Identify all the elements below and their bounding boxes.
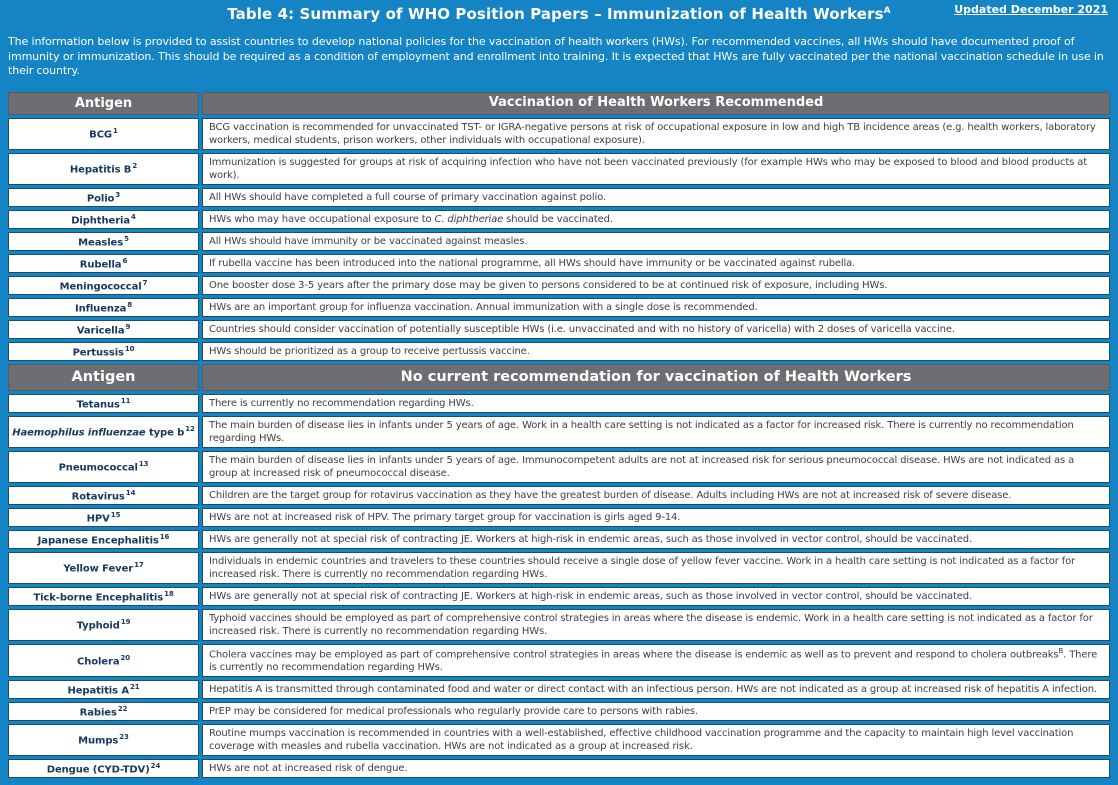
antigen-cell xyxy=(8,724,199,756)
antigen-footnote-number: 7 xyxy=(142,278,148,287)
antigen-footnote-number: 2 xyxy=(132,162,138,171)
description-text: All HWs should have completed a full course of primary vaccination against polio. xyxy=(209,191,606,203)
antigen-text: Rabies xyxy=(79,707,117,719)
antigen-footnote-number: 6 xyxy=(122,256,128,265)
antigen-label xyxy=(12,425,195,438)
table-row xyxy=(8,530,1110,549)
antigen-footnote-number: 21 xyxy=(130,682,140,691)
antigen-footnote-number: 5 xyxy=(124,234,129,243)
antigen-label xyxy=(72,489,136,502)
antigen-label xyxy=(80,705,128,718)
description-cell xyxy=(202,298,1110,317)
antigen-label xyxy=(75,301,132,314)
antigen-cell xyxy=(8,609,199,641)
description-cell xyxy=(202,724,1110,756)
description-text-wrap xyxy=(209,612,1103,638)
description-cell xyxy=(202,276,1110,295)
description-text: HWs who may have occupational exposure to xyxy=(209,213,435,225)
page-title-text: Table 4: Summary of WHO Position Papers – Immunization of Health Workers xyxy=(227,5,884,23)
antigen-text: Typhoid xyxy=(76,620,120,632)
description-cell xyxy=(202,254,1110,273)
antigen-footnote-number: 13 xyxy=(138,460,149,469)
antigen-label xyxy=(70,162,137,175)
antigen-cell xyxy=(8,508,199,527)
description-text: HWs are not at increased risk of HPV. The primary target group for vaccination is girls aged 9-14. xyxy=(209,511,681,523)
antigen-text: Influenza xyxy=(74,302,127,314)
description-text-wrap xyxy=(209,279,887,292)
antigen-text: Japanese Encephalitis xyxy=(37,534,159,546)
description-text-wrap xyxy=(209,533,972,546)
antigen-text: type b xyxy=(145,427,185,439)
intro-paragraph: The information below is provided to assist countries to develop national policies for the vaccination of health workers (HWs). For recommended vaccines, all HWs should have documented proof of immunity or immunization. This should be required as a condition of employment and enrollment into training. It is expected that HWs are fully vaccinated per the national vaccination schedule in use in their country. xyxy=(8,35,1104,78)
antigen-text: Varicella xyxy=(76,324,125,336)
description-cell xyxy=(202,508,1110,527)
antigen-footnote-number: 4 xyxy=(131,212,136,221)
description-cell xyxy=(202,759,1110,778)
description-cell xyxy=(202,210,1110,229)
description-text-wrap xyxy=(209,323,955,336)
description-text-wrap xyxy=(209,555,1103,581)
antigen-label xyxy=(73,345,135,358)
description-header-cell: Vaccination of Health Workers Recommended xyxy=(202,92,1110,115)
antigen-text: Pneumococcal xyxy=(58,462,138,474)
description-text: Countries should consider vaccination of potentially susceptible HWs (i.e. unvaccinated and with no history of varicella) with 2 doses of varicella vaccine. xyxy=(209,323,955,335)
description-text-wrap xyxy=(209,345,530,358)
description-text: There is currently no recommendation regarding HWs. xyxy=(209,397,474,409)
antigen-footnote-number: 22 xyxy=(117,704,128,713)
antigen-cell xyxy=(8,188,199,207)
description-text: . There is currently no recommendation regarding HWs. xyxy=(209,649,1098,674)
antigen-footnote-number: 15 xyxy=(110,510,121,519)
description-text: One booster dose 3-5 years after the primary dose may be given to persons considered to be at continued risk of exposure, including HWs. xyxy=(209,279,888,291)
description-text-wrap xyxy=(209,213,613,226)
updated-date-label: Updated December 2021 xyxy=(954,3,1108,16)
description-cell xyxy=(202,644,1110,677)
table-row xyxy=(8,232,1110,251)
antigen-label xyxy=(59,460,149,473)
description-text-wrap xyxy=(209,257,855,270)
description-text: The main burden of disease lies in infants under 5 years of age. Immunocompetent adults are not at increased risk for serious pneumococcal disease. HWs are not indicated as a group at increased risk of pneumococcal disease. xyxy=(209,454,1075,479)
table-row xyxy=(8,644,1110,677)
antigen-footnote-number: 11 xyxy=(120,396,131,405)
table-row xyxy=(8,552,1110,584)
table-row xyxy=(8,298,1110,317)
description-text-wrap xyxy=(209,705,698,718)
page-title-superscript: A xyxy=(883,6,891,16)
antigen-label xyxy=(47,762,160,775)
description-text: Routine mumps vaccination is recommended in countries with a well-established, effective childhood vaccination programme and the capacity to maintain high level vaccination coverage with measles and rubella vaccination. HWs are not indicated as a group at increased risk. xyxy=(209,728,1074,753)
antigen-cell xyxy=(8,210,199,229)
description-text-wrap xyxy=(209,762,407,775)
antigen-cell xyxy=(8,254,199,273)
antigen-text: Measles xyxy=(78,236,124,248)
antigen-text: Diphtheria xyxy=(71,214,130,226)
description-text-wrap xyxy=(209,397,474,410)
antigen-label xyxy=(77,397,131,410)
table-row xyxy=(8,153,1110,185)
description-header-cell: No current recommendation for vaccination of Health Workers xyxy=(202,364,1110,391)
section-header-row xyxy=(8,364,1110,391)
antigen-footnote-number: 8 xyxy=(127,300,133,309)
antigen-label xyxy=(78,733,129,746)
description-cell xyxy=(202,118,1110,150)
description-cell xyxy=(202,702,1110,721)
description-text-wrap xyxy=(209,121,1103,147)
antigen-text: Rotavirus xyxy=(71,490,125,502)
antigen-cell xyxy=(8,118,199,150)
table-row xyxy=(8,702,1110,721)
section-header-row xyxy=(8,92,1110,115)
antigen-cell xyxy=(8,552,199,584)
description-cell xyxy=(202,552,1110,584)
document-header xyxy=(0,0,1118,23)
description-cell xyxy=(202,416,1110,448)
table-row xyxy=(8,254,1110,273)
description-text-wrap xyxy=(209,647,1103,674)
description-text: If rubella vaccine has been introduced into the national programme, all HWs should have immunity or be vaccinated against rubella. xyxy=(209,257,856,269)
description-text: Individuals in endemic countries and travelers to these countries should receive a single dose of yellow fever vaccine. Work in a health care setting is not indicated as a factor for increased risk. There is currently no recommendation regarding HWs. xyxy=(209,555,1076,580)
antigen-footnote-number: 12 xyxy=(185,425,195,434)
antigen-label xyxy=(77,323,131,336)
antigen-text: Hepatitis B xyxy=(69,164,132,176)
description-cell xyxy=(202,486,1110,505)
table-row xyxy=(8,587,1110,606)
antigen-cell xyxy=(8,298,199,317)
description-cell xyxy=(202,153,1110,185)
description-text-wrap xyxy=(209,683,1097,696)
antigen-label xyxy=(38,533,170,546)
description-text: C. diphtheriae xyxy=(434,213,504,225)
description-cell xyxy=(202,342,1110,361)
antigen-header-cell: Antigen xyxy=(8,92,199,115)
antigen-label xyxy=(78,235,129,248)
antigen-text: Rubella xyxy=(79,258,122,270)
antigen-footnote-number: 19 xyxy=(120,618,131,627)
antigen-text: Cholera xyxy=(76,656,120,668)
description-cell xyxy=(202,587,1110,606)
description-cell xyxy=(202,320,1110,339)
description-text-wrap xyxy=(209,156,1103,182)
description-text: HWs are generally not at special risk of contracting JE. Workers at high-risk in endemic areas, such as those involved in vector control, should be vaccinated. xyxy=(209,590,973,602)
antigen-cell xyxy=(8,153,199,185)
antigen-cell xyxy=(8,232,199,251)
table-row xyxy=(8,118,1110,150)
antigen-label xyxy=(77,654,130,667)
antigen-label xyxy=(87,191,120,204)
description-text-wrap xyxy=(209,419,1103,445)
antigen-text: Haemophilus influenzae xyxy=(12,427,146,439)
antigen-label xyxy=(80,257,127,270)
description-superscript: B xyxy=(1058,646,1064,655)
description-cell xyxy=(202,451,1110,483)
description-cell xyxy=(202,394,1110,413)
description-text: HWs should be prioritized as a group to receive pertussis vaccine. xyxy=(209,345,530,357)
antigen-footnote-number: 20 xyxy=(120,653,131,662)
antigen-text: HPV xyxy=(86,512,110,524)
antigen-cell xyxy=(8,530,199,549)
antigen-cell xyxy=(8,394,199,413)
antigen-footnote-number: 18 xyxy=(164,589,174,598)
description-text: HWs are generally not at special risk of contracting JE. Workers at high-risk in endemic areas, such as those involved in vector control, should be vaccinated. xyxy=(209,533,973,545)
antigen-footnote-number: 14 xyxy=(125,488,136,497)
antigen-cell xyxy=(8,702,199,721)
description-text-wrap xyxy=(209,489,1011,502)
table-row xyxy=(8,342,1110,361)
description-text: HWs are not at increased risk of dengue. xyxy=(209,763,408,775)
antigen-text: Polio xyxy=(86,192,115,204)
table-row xyxy=(8,320,1110,339)
antigen-footnote-number: 1 xyxy=(113,127,118,136)
description-cell xyxy=(202,188,1110,207)
description-text: BCG vaccination is recommended for unvaccinated TST- or IGRA-negative persons at risk of occupational exposure in low and high TB incidence areas (e.g. health workers, laboratory workers, medical students, prison workers, other individuals with occupational exposure). xyxy=(209,121,1096,146)
description-text-wrap xyxy=(209,727,1103,753)
antigen-footnote-number: 17 xyxy=(134,561,144,570)
description-cell xyxy=(202,232,1110,251)
antigen-cell xyxy=(8,416,199,448)
antigen-cell xyxy=(8,644,199,677)
antigen-label xyxy=(60,279,148,292)
description-text-wrap xyxy=(209,511,680,524)
table-row xyxy=(8,508,1110,527)
antigen-text: Pertussis xyxy=(72,346,124,358)
antigen-header-cell: Antigen xyxy=(8,364,199,391)
table-row xyxy=(8,451,1110,483)
antigen-cell xyxy=(8,680,199,699)
description-cell xyxy=(202,680,1110,699)
antigen-cell xyxy=(8,759,199,778)
description-text-wrap xyxy=(209,301,758,314)
table-row xyxy=(8,724,1110,756)
description-text: Typhoid vaccines should be employed as part of comprehensive control strategies in areas where the disease is endemic. Work in a health care setting is not indicated as a factor for increased risk. There is currently no recommendation regarding HWs. xyxy=(209,612,1093,637)
description-text: Hepatitis A is transmitted through contaminated food and water or direct contact with an infectious person. HWs are not indicated as a group at increased risk of hepatitis A infection. xyxy=(209,684,1097,696)
antigen-footnote-number: 10 xyxy=(124,344,135,353)
description-text: PrEP may be considered for medical professionals who regularly provide care to persons with rabies. xyxy=(209,706,699,718)
who-position-papers-table xyxy=(8,92,1110,778)
antigen-cell xyxy=(8,276,199,295)
description-text-wrap xyxy=(209,235,527,248)
antigen-text: Yellow Fever xyxy=(63,563,134,575)
table-row xyxy=(8,486,1110,505)
antigen-label xyxy=(63,561,143,574)
antigen-cell xyxy=(8,320,199,339)
antigen-text: Tick-borne Encephalitis xyxy=(33,591,164,603)
antigen-cell xyxy=(8,451,199,483)
table-row xyxy=(8,276,1110,295)
antigen-footnote-number: 9 xyxy=(125,322,131,331)
antigen-label xyxy=(89,127,118,140)
table-row xyxy=(8,609,1110,641)
antigen-label xyxy=(77,618,131,631)
description-text: HWs are an important group for influenza vaccination. Annual immunization with a single dose is recommended. xyxy=(209,301,758,313)
table-row xyxy=(8,210,1110,229)
antigen-text: Tetanus xyxy=(76,398,120,410)
antigen-label xyxy=(67,683,139,696)
description-text: The main burden of disease lies in infants under 5 years of age. Work in a health care setting is not indicated as a factor for increased risk. There is currently no recommendation regarding HWs. xyxy=(209,419,1074,444)
antigen-footnote-number: 24 xyxy=(150,761,161,770)
antigen-cell xyxy=(8,342,199,361)
antigen-footnote-number: 16 xyxy=(159,532,170,541)
description-text: Children are the target group for rotavirus vaccination as they have the greatest burden of disease. Adults including HWs are not at increased risk of severe disease. xyxy=(209,489,1012,501)
antigen-text: BCG xyxy=(89,129,113,141)
antigen-cell xyxy=(8,587,199,606)
antigen-footnote-number: 23 xyxy=(119,733,129,742)
description-text: Immunization is suggested for groups at risk of acquiring infection who have not been vaccinated previously (for example HWs who may be exposed to blood and blood products at work). xyxy=(209,156,1088,181)
table-row xyxy=(8,416,1110,448)
description-text: Cholera vaccines may be employed as part of comprehensive control strategies in areas where the disease is endemic as well as to prevent and respond to cholera outbreaks xyxy=(209,649,1059,661)
table-row xyxy=(8,188,1110,207)
antigen-text: Mumps xyxy=(78,735,119,747)
antigen-text: Hepatitis A xyxy=(67,685,129,697)
description-cell xyxy=(202,609,1110,641)
antigen-text: Dengue (CYD-TDV) xyxy=(46,764,150,776)
description-text-wrap xyxy=(209,191,606,204)
antigen-text: Meningococcal xyxy=(59,280,142,292)
description-text: should be vaccinated. xyxy=(503,213,613,225)
description-text-wrap xyxy=(209,454,1103,480)
table-row xyxy=(8,680,1110,699)
description-text: All HWs should have immunity or be vaccinated against measles. xyxy=(209,235,528,247)
page-title xyxy=(0,5,1118,23)
description-text-wrap xyxy=(209,590,972,603)
antigen-cell xyxy=(8,486,199,505)
table-row xyxy=(8,759,1110,778)
antigen-label xyxy=(71,213,136,226)
antigen-label xyxy=(87,511,121,524)
table-row xyxy=(8,394,1110,413)
antigen-label xyxy=(33,590,173,603)
description-cell xyxy=(202,530,1110,549)
antigen-footnote-number: 3 xyxy=(115,190,121,199)
